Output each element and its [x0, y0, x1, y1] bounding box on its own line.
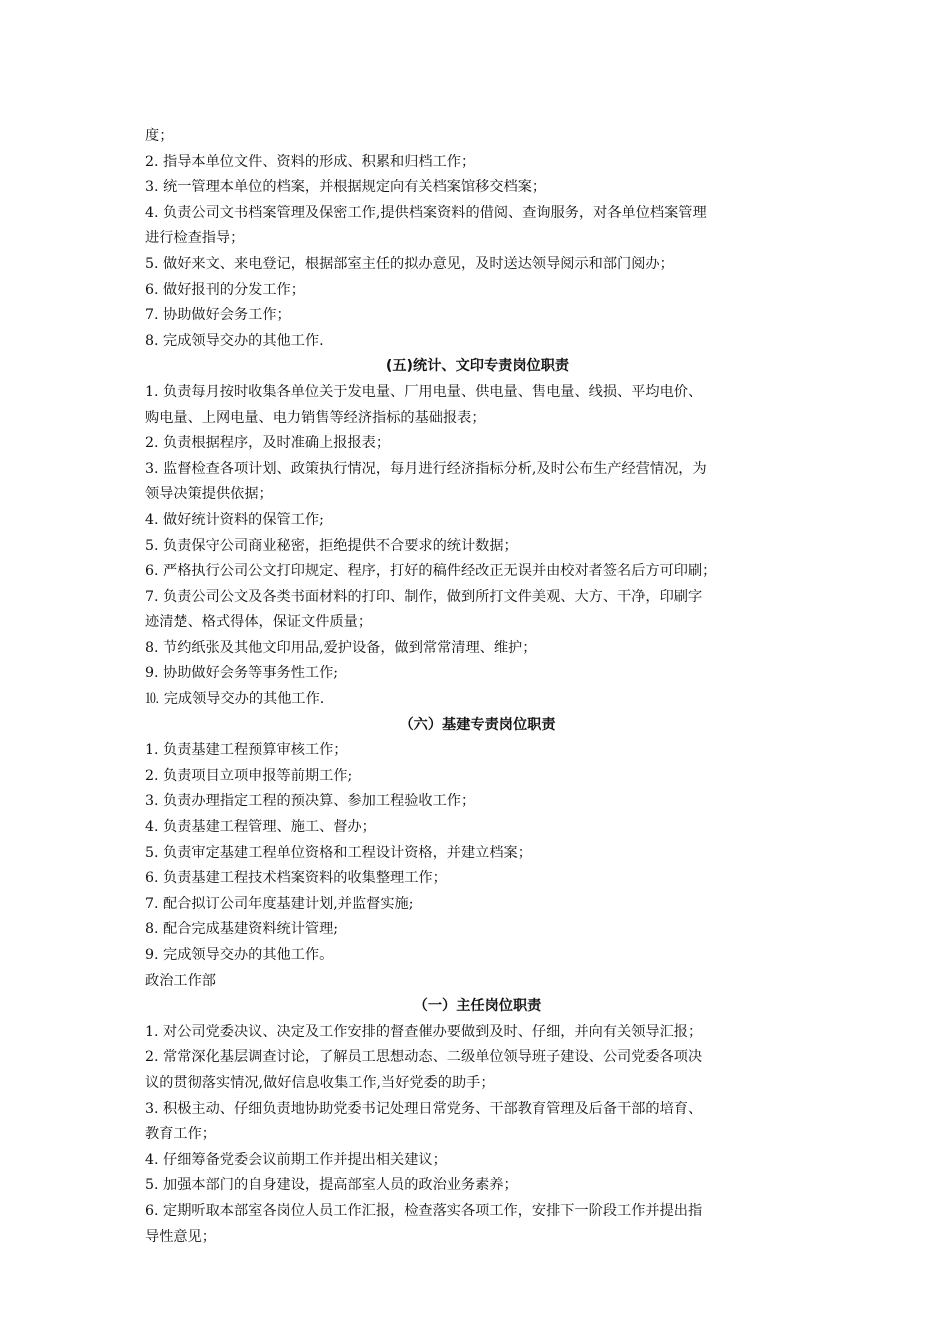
block-director-duties [145, 1020, 810, 1250]
text-line: 4. 仔细筹备党委会议前期工作并提出相关建议； [145, 1151, 447, 1168]
text-line: 2. 负责根据程序，及时准确上报报表； [145, 435, 391, 452]
text-line: 领导决策提供依据； [145, 486, 273, 503]
document-page [145, 124, 810, 1250]
text-line: 3. 监督检查各项计划、政策执行情况，每月进行经济指标分析,及时公布生产经营情况，为 [145, 460, 707, 477]
text-line: 6. 负责基建工程技术档案资料的收集整理工作； [145, 870, 447, 887]
text-line: 7. 配合拟订公司年度基建计划,并监督实施; [145, 895, 414, 912]
text-line: 3. 积极主动、仔细负责地协助党委书记处理日常党务、干部教育管理及后备干部的培育、 [145, 1100, 703, 1117]
text-line: 8. 完成领导交办的其他工作. [145, 332, 324, 349]
text-line: 6. 定期听取本部室各岗位人员工作汇报，检查落实各项工作，安排下一阶段工作并提出指 [145, 1202, 703, 1219]
text-line: 2. 指导本单位文件、资料的形成、积累和归档工作； [145, 153, 476, 170]
text-line: 7. 协助做好会务工作； [145, 307, 291, 324]
text-line: 4. 负责基建工程管理、施工、督办； [145, 819, 376, 836]
text-line: 6. 做好报刊的分发工作； [145, 281, 305, 298]
text-line: 1. 负责每月按时收集各单位关于发电量、厂用电量、供电量、售电量、线损、平均电价、 [145, 383, 703, 400]
section-heading-statistics: (五)统计、文印专责岗位职责 [385, 358, 570, 375]
text-line: 7. 负责公司公文及各类书面材料的打印、制作，做到所打文件美观、大方、干净，印刷字 [145, 588, 703, 605]
text-line: 3. 统一管理本单位的档案，并根据规定向有关档案馆移交档案； [145, 179, 547, 196]
text-line: 9. 协助做好会务等事务性工作; [145, 665, 339, 682]
text-line: 迹清楚、格式得体，保证文件质量； [145, 614, 373, 631]
text-line: 4. 做好统计资料的保管工作; [145, 511, 324, 528]
text-line: 度； [145, 128, 174, 144]
block-construction-duties [145, 738, 810, 968]
text-line: 2. 常常深化基层调查讨论，了解员工思想动态、二级单位领导班子建设、公司党委各项决 [145, 1049, 703, 1066]
text-line: 1. 负责基建工程预算审核工作； [145, 742, 348, 759]
text-line: 4. 负责公司文书档案管理及保密工作,提供档案资料的借阅、查询服务，对各单位档案管理 [145, 204, 707, 221]
text-line: 购电量、上网电量、电力销售等经济指标的基础报表； [145, 409, 486, 426]
text-line: 议的贯彻落实情况,做好信息收集工作,当好党委的助手； [145, 1074, 495, 1091]
text-line: 8. 配合完成基建资料统计管理; [145, 921, 339, 938]
text-line: 5. 加强本部门的自身建设，提高部室人员的政治业务素养； [145, 1177, 518, 1194]
text-line: 6. 严格执行公司公文打印规定、程序，打好的稿件经改正无误并由校对者签名后方可印刷； [145, 563, 717, 580]
text-line: 5. 负责保守公司商业秘密，拒绝提供不合要求的统计数据； [145, 537, 518, 554]
text-line: 5. 做好来文、来电登记，根据部室主任的拟办意见，及时送达领导阅示和部门阅办； [145, 255, 674, 272]
block-statistics-duties [145, 380, 810, 713]
text-line: ⒑ 完成领导交办的其他工作. [145, 691, 325, 708]
text-line: 1. 对公司党委决议、决定及工作安排的督查催办要做到及时、仔细，并向有关领导汇报； [145, 1023, 703, 1040]
text-line: 9. 完成领导交办的其他工作。 [145, 947, 334, 963]
text-line: 2. 负责项目立项申报等前期工作; [145, 767, 353, 784]
text-line: 8. 节约纸张及其他文印用品,爱护设备，做到常常清理、维护； [145, 639, 537, 656]
block-archive-duties [145, 124, 810, 354]
text-line: 教育工作； [145, 1126, 216, 1143]
section-heading-construction: （六）基建专责岗位职责 [399, 716, 556, 733]
section-heading-director: （一）主任岗位职责 [413, 998, 542, 1015]
text-line: 3. 负责办理指定工程的预决算、参加工程验收工作； [145, 793, 476, 810]
text-line: 进行检查指导； [145, 230, 245, 247]
text-line: 导性意见； [145, 1228, 216, 1245]
text-line: 5. 负责审定基建工程单位资格和工程设计资格，并建立档案； [145, 844, 532, 861]
department-title: 政治工作部 [145, 972, 216, 989]
